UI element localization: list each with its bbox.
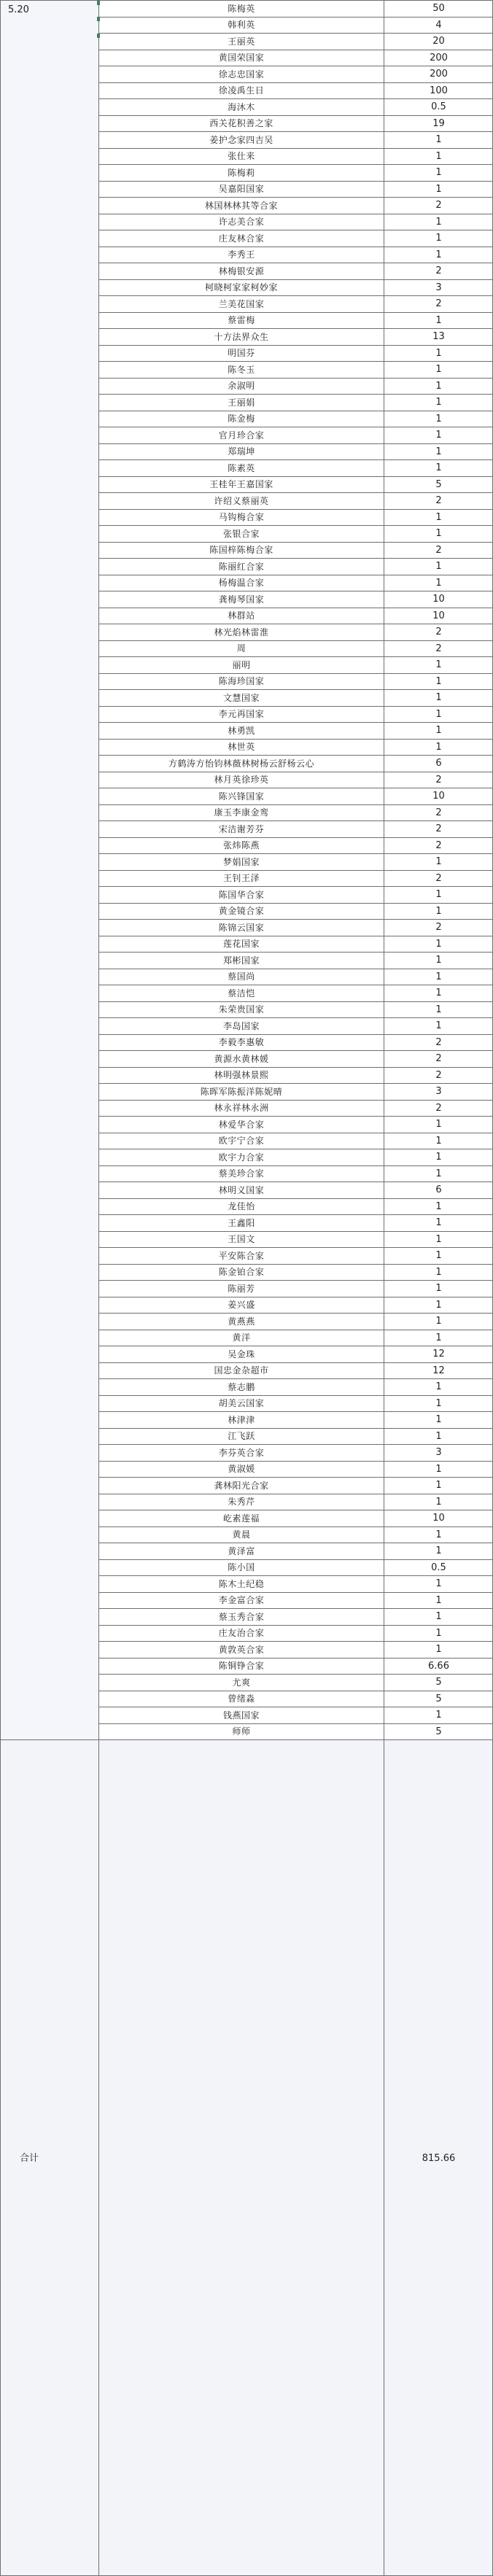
donor-name-cell[interactable]: 胡美云国家 <box>98 1395 384 1412</box>
amount-cell[interactable]: 1 <box>384 1378 493 1395</box>
donor-name-cell[interactable]: 林梅银安源 <box>98 263 384 279</box>
amount-cell[interactable]: 1 <box>384 230 493 247</box>
amount-cell[interactable]: 3 <box>384 279 493 296</box>
donor-name-cell[interactable]: 王国文 <box>98 1231 384 1248</box>
donor-name-cell[interactable]: 王丽英 <box>98 33 384 50</box>
amount-cell[interactable]: 1 <box>384 985 493 1001</box>
donor-name-cell[interactable]: 黄泽富 <box>98 1543 384 1559</box>
donor-name-cell[interactable]: 郑瑞坤 <box>98 443 384 460</box>
amount-cell[interactable]: 5 <box>384 476 493 493</box>
amount-cell[interactable]: 2 <box>384 1067 493 1084</box>
donor-name-cell[interactable]: 柯晓柯家家柯妙家 <box>98 279 384 296</box>
donor-name-cell[interactable]: 周 <box>98 640 384 657</box>
donor-name-cell[interactable]: 陈梅莉 <box>98 164 384 181</box>
donor-name-cell[interactable]: 陈金铂合家 <box>98 1264 384 1281</box>
donor-name-cell[interactable]: 王鑫阳 <box>98 1214 384 1231</box>
donor-name-cell[interactable]: 李岛国家 <box>98 1017 384 1034</box>
donor-name-cell[interactable]: 林明强林景熙 <box>98 1067 384 1084</box>
amount-cell[interactable]: 2 <box>384 1034 493 1051</box>
amount-cell[interactable]: 1 <box>384 164 493 181</box>
amount-cell[interactable]: 1 <box>384 1297 493 1314</box>
donor-name-cell[interactable]: 蔡雷梅 <box>98 312 384 329</box>
amount-cell[interactable]: 1 <box>384 1707 493 1723</box>
donor-name-cell[interactable]: 陈铜铮合家 <box>98 1658 384 1675</box>
donor-name-cell[interactable]: 黄敦英合家 <box>98 1641 384 1658</box>
donor-name-cell[interactable]: 林勇凯 <box>98 722 384 739</box>
amount-cell[interactable]: 19 <box>384 115 493 132</box>
donor-name-cell[interactable]: 蔡志鹏 <box>98 1378 384 1395</box>
donor-name-cell[interactable]: 郑彬国家 <box>98 952 384 969</box>
donor-name-cell[interactable]: 马钩梅合家 <box>98 509 384 526</box>
donor-name-cell[interactable]: 黄洋 <box>98 1330 384 1346</box>
amount-cell[interactable]: 100 <box>384 82 493 99</box>
donor-name-cell[interactable]: 陈丽芳 <box>98 1280 384 1297</box>
amount-cell[interactable]: 1 <box>384 443 493 460</box>
amount-cell[interactable]: 1 <box>384 361 493 378</box>
amount-cell[interactable]: 1 <box>384 1133 493 1149</box>
donor-name-cell[interactable]: 尤爽 <box>98 1674 384 1691</box>
donor-name-cell[interactable]: 陈晖军陈振洋陈妮晴 <box>98 1083 384 1100</box>
amount-cell[interactable]: 1 <box>384 1395 493 1412</box>
donor-name-cell[interactable]: 林永祥林永洲 <box>98 1100 384 1117</box>
amount-cell[interactable]: 2 <box>384 263 493 279</box>
amount-cell[interactable]: 1 <box>384 706 493 723</box>
donor-name-cell[interactable]: 庄友治合家 <box>98 1625 384 1642</box>
donor-name-cell[interactable]: 陈金梅 <box>98 411 384 427</box>
amount-cell[interactable]: 6 <box>384 1182 493 1198</box>
amount-cell[interactable]: 1 <box>384 345 493 362</box>
date-cell[interactable]: 5.20 <box>0 0 98 1739</box>
amount-cell[interactable]: 1 <box>384 1247 493 1264</box>
amount-cell[interactable]: 1 <box>384 1017 493 1034</box>
amount-cell[interactable]: 1 <box>384 903 493 920</box>
donor-name-cell[interactable]: 林国林林其等合家 <box>98 197 384 214</box>
amount-cell[interactable]: 1 <box>384 1608 493 1625</box>
donor-name-cell[interactable]: 欧宇宁合家 <box>98 1133 384 1149</box>
donor-name-cell[interactable]: 林世英 <box>98 739 384 756</box>
amount-cell[interactable]: 1 <box>384 1214 493 1231</box>
donor-name-cell[interactable]: 龚林阳光合家 <box>98 1477 384 1494</box>
amount-cell[interactable]: 10 <box>384 788 493 804</box>
amount-cell[interactable]: 1 <box>384 1280 493 1297</box>
amount-cell[interactable]: 0.5 <box>384 1559 493 1576</box>
donor-name-cell[interactable]: 李毅李惠敏 <box>98 1034 384 1051</box>
donor-name-cell[interactable]: 徐志忠国家 <box>98 66 384 82</box>
amount-cell[interactable]: 2 <box>384 640 493 657</box>
donor-name-cell[interactable]: 许绍义蔡丽英 <box>98 492 384 509</box>
donor-name-cell[interactable]: 陈梅英 <box>98 0 384 17</box>
amount-cell[interactable]: 1 <box>384 936 493 953</box>
donor-name-cell[interactable]: 海沐木 <box>98 98 384 115</box>
donor-name-cell[interactable]: 师师 <box>98 1723 384 1740</box>
donor-name-cell[interactable]: 林明义国家 <box>98 1182 384 1198</box>
amount-cell[interactable]: 1 <box>384 378 493 395</box>
cell-marker-1 <box>97 17 100 21</box>
donor-name-cell[interactable]: 明国芬 <box>98 345 384 362</box>
donor-name-cell[interactable]: 林光焰林雷淮 <box>98 624 384 640</box>
amount-cell[interactable]: 1 <box>384 459 493 476</box>
amount-cell[interactable]: 1 <box>384 1231 493 1248</box>
amount-cell[interactable]: 1 <box>384 1526 493 1543</box>
total-label-cell[interactable]: 合计 <box>0 1739 98 2576</box>
total-blank-cell[interactable] <box>98 1739 384 2576</box>
amount-cell[interactable]: 2 <box>384 820 493 837</box>
amount-cell[interactable]: 1 <box>384 181 493 198</box>
donor-name-cell[interactable]: 平安陈合家 <box>98 1247 384 1264</box>
donor-name-cell[interactable]: 李芬英合家 <box>98 1444 384 1461</box>
donor-name-cell[interactable]: 李元再国家 <box>98 706 384 723</box>
amount-cell[interactable]: 1 <box>384 1264 493 1281</box>
amount-cell[interactable]: 10 <box>384 1510 493 1526</box>
donor-name-cell[interactable]: 陈冬玉 <box>98 361 384 378</box>
donor-name-cell[interactable]: 徐凌禹生日 <box>98 82 384 99</box>
amount-cell[interactable]: 2 <box>384 197 493 214</box>
donor-name-cell[interactable]: 张银合家 <box>98 525 384 542</box>
amount-cell[interactable]: 1 <box>384 1165 493 1182</box>
donor-name-cell[interactable]: 宋洁谢芳芬 <box>98 820 384 837</box>
donor-name-cell[interactable]: 陈兴锋国家 <box>98 788 384 804</box>
cell-marker-0 <box>97 1 100 5</box>
amount-cell[interactable]: 2 <box>384 837 493 854</box>
donor-name-cell[interactable]: 蔡洁恺 <box>98 985 384 1001</box>
donor-name-cell[interactable]: 梦娟国家 <box>98 853 384 870</box>
donor-name-cell[interactable]: 莲花国家 <box>98 936 384 953</box>
donor-name-cell[interactable]: 钱燕国家 <box>98 1707 384 1723</box>
amount-cell[interactable]: 13 <box>384 328 493 345</box>
amount-cell[interactable]: 1 <box>384 656 493 673</box>
amount-cell[interactable]: 5 <box>384 1674 493 1691</box>
donor-name-cell[interactable]: 李秀王 <box>98 247 384 263</box>
amount-cell[interactable]: 1 <box>384 1001 493 1018</box>
amount-cell[interactable]: 5 <box>384 1691 493 1707</box>
amount-cell[interactable]: 200 <box>384 50 493 66</box>
amount-cell[interactable]: 1 <box>384 131 493 148</box>
donor-name-cell[interactable]: 龚梅琴国家 <box>98 591 384 608</box>
donor-name-cell[interactable]: 黄淑媛 <box>98 1461 384 1478</box>
donor-name-cell[interactable]: 陈小国 <box>98 1559 384 1576</box>
amount-cell[interactable]: 2 <box>384 295 493 312</box>
amount-cell[interactable]: 1 <box>384 1198 493 1215</box>
donor-name-cell[interactable]: 王桂年王嘉国家 <box>98 476 384 493</box>
amount-cell[interactable]: 200 <box>384 66 493 82</box>
amount-cell[interactable]: 1 <box>384 722 493 739</box>
donor-name-cell[interactable]: 黄燕燕 <box>98 1313 384 1330</box>
donor-name-cell[interactable]: 曾绪淼 <box>98 1691 384 1707</box>
amount-cell[interactable]: 1 <box>384 1477 493 1494</box>
amount-cell[interactable]: 2 <box>384 870 493 887</box>
donor-name-cell[interactable]: 朱荣贵国家 <box>98 1001 384 1018</box>
donor-name-cell[interactable]: 林月英徐珍英 <box>98 772 384 788</box>
donor-name-cell[interactable]: 黄金镜合家 <box>98 903 384 920</box>
amount-cell[interactable]: 1 <box>384 1592 493 1609</box>
amount-cell[interactable]: 1 <box>384 509 493 526</box>
donor-name-cell[interactable]: 国忠金杂超市 <box>98 1362 384 1379</box>
amount-cell[interactable]: 4 <box>384 17 493 34</box>
donor-name-cell[interactable]: 林津津 <box>98 1411 384 1428</box>
amount-cell[interactable]: 1 <box>384 312 493 329</box>
amount-cell[interactable]: 3 <box>384 1083 493 1100</box>
amount-cell[interactable]: 2 <box>384 804 493 821</box>
amount-cell[interactable]: 12 <box>384 1362 493 1379</box>
amount-cell[interactable]: 1 <box>384 1461 493 1478</box>
donor-name-cell[interactable]: 黄国荣国家 <box>98 50 384 66</box>
donor-name-cell[interactable]: 姜兴盛 <box>98 1297 384 1314</box>
amount-cell[interactable]: 1 <box>384 394 493 411</box>
donor-name-cell[interactable]: 十方法界众生 <box>98 328 384 345</box>
amount-cell[interactable]: 0.5 <box>384 98 493 115</box>
amount-cell[interactable]: 3 <box>384 1444 493 1461</box>
amount-cell[interactable]: 1 <box>384 952 493 969</box>
amount-cell[interactable]: 1 <box>384 1330 493 1346</box>
amount-cell[interactable]: 12 <box>384 1346 493 1362</box>
donor-name-cell[interactable]: 蔡玉秀合家 <box>98 1608 384 1625</box>
donor-name-cell[interactable]: 陈木土纪稳 <box>98 1575 384 1592</box>
donor-name-cell[interactable]: 方鹤涛方怡钧林薇林树杨云舒杨云心 <box>98 755 384 772</box>
donor-name-cell[interactable]: 王丽娟 <box>98 394 384 411</box>
amount-cell[interactable]: 1 <box>384 411 493 427</box>
total-amount-cell[interactable]: 815.66 <box>384 1739 493 2576</box>
donor-name-cell[interactable]: 蔡美珍合家 <box>98 1165 384 1182</box>
amount-cell[interactable]: 1 <box>384 1428 493 1445</box>
amount-cell[interactable]: 10 <box>384 591 493 608</box>
amount-cell[interactable]: 1 <box>384 1313 493 1330</box>
cell-marker-2 <box>97 34 100 38</box>
donor-name-cell[interactable]: 王钊王泽 <box>98 870 384 887</box>
donor-name-cell[interactable]: 林群站 <box>98 608 384 624</box>
donor-name-cell[interactable]: 龙佳怡 <box>98 1198 384 1215</box>
amount-cell[interactable]: 1 <box>384 247 493 263</box>
amount-cell[interactable]: 1 <box>384 673 493 690</box>
donor-name-cell[interactable]: 陈丽红合家 <box>98 558 384 575</box>
donor-name-cell[interactable]: 张仕来 <box>98 148 384 165</box>
amount-cell[interactable]: 1 <box>384 1641 493 1658</box>
donor-name-cell[interactable]: 陈素英 <box>98 459 384 476</box>
amount-cell[interactable]: 1 <box>384 969 493 985</box>
amount-cell[interactable]: 1 <box>384 853 493 870</box>
amount-cell[interactable]: 2 <box>384 542 493 559</box>
amount-cell[interactable]: 1 <box>384 525 493 542</box>
donor-name-cell[interactable]: 陈海珍国家 <box>98 673 384 690</box>
donor-name-cell[interactable]: 李金富合家 <box>98 1592 384 1609</box>
donor-name-cell[interactable]: 黄晨 <box>98 1526 384 1543</box>
donor-name-cell[interactable]: 杨梅温合家 <box>98 575 384 591</box>
amount-cell[interactable]: 2 <box>384 772 493 788</box>
donor-name-cell[interactable]: 蔡国尚 <box>98 969 384 985</box>
amount-cell[interactable]: 1 <box>384 739 493 756</box>
amount-cell[interactable]: 2 <box>384 624 493 640</box>
donor-name-cell[interactable]: 姜护念家四吉吴 <box>98 131 384 148</box>
donor-name-cell[interactable]: 朱秀芹 <box>98 1494 384 1510</box>
amount-cell[interactable]: 1 <box>384 214 493 230</box>
amount-cell[interactable]: 2 <box>384 492 493 509</box>
donor-name-cell[interactable]: 庄友林合家 <box>98 230 384 247</box>
donor-name-cell[interactable]: 康玉李康金鸾 <box>98 804 384 821</box>
donor-name-cell[interactable]: 张炜陈燕 <box>98 837 384 854</box>
donor-name-cell[interactable]: 文慧国家 <box>98 689 384 706</box>
donor-name-cell[interactable]: 官月珍合家 <box>98 427 384 443</box>
amount-cell[interactable]: 5 <box>384 1723 493 1740</box>
donor-name-cell[interactable]: 欧宇力合家 <box>98 1149 384 1165</box>
amount-cell[interactable]: 1 <box>384 148 493 165</box>
amount-cell[interactable]: 6.66 <box>384 1658 493 1675</box>
donor-name-cell[interactable]: 江飞跃 <box>98 1428 384 1445</box>
amount-cell[interactable]: 1 <box>384 1543 493 1559</box>
amount-cell[interactable]: 1 <box>384 427 493 443</box>
donor-name-cell[interactable]: 韩利英 <box>98 17 384 34</box>
amount-cell[interactable]: 1 <box>384 1411 493 1428</box>
donor-name-cell[interactable]: 林爱华合家 <box>98 1116 384 1133</box>
amount-cell[interactable]: 2 <box>384 1050 493 1067</box>
amount-cell[interactable]: 1 <box>384 1625 493 1642</box>
amount-cell[interactable]: 1 <box>384 575 493 591</box>
amount-cell[interactable]: 1 <box>384 1575 493 1592</box>
donor-name-cell[interactable]: 陈国梓陈梅合家 <box>98 542 384 559</box>
amount-cell[interactable]: 20 <box>384 33 493 50</box>
amount-cell[interactable]: 2 <box>384 919 493 936</box>
donor-name-cell[interactable]: 兰美花国家 <box>98 295 384 312</box>
amount-cell[interactable]: 1 <box>384 1116 493 1133</box>
donor-name-cell[interactable]: 黄源水黄林媛 <box>98 1050 384 1067</box>
donor-name-cell[interactable]: 吴金珠 <box>98 1346 384 1362</box>
amount-cell[interactable]: 2 <box>384 1100 493 1117</box>
amount-cell[interactable]: 1 <box>384 886 493 903</box>
donor-name-cell[interactable]: 陈锦云国家 <box>98 919 384 936</box>
amount-cell[interactable]: 1 <box>384 689 493 706</box>
donor-name-cell[interactable]: 陈国华合家 <box>98 886 384 903</box>
donor-name-cell[interactable]: 许志美合家 <box>98 214 384 230</box>
donor-name-cell[interactable]: 西关花积善之家 <box>98 115 384 132</box>
amount-cell[interactable]: 10 <box>384 608 493 624</box>
donor-name-cell[interactable]: 屹素莲福 <box>98 1510 384 1526</box>
amount-cell[interactable]: 1 <box>384 1494 493 1510</box>
donor-name-cell[interactable]: 余淑明 <box>98 378 384 395</box>
donor-name-cell[interactable]: 丽明 <box>98 656 384 673</box>
donor-name-cell[interactable]: 吴嘉阳国家 <box>98 181 384 198</box>
amount-cell[interactable]: 6 <box>384 755 493 772</box>
amount-cell[interactable]: 50 <box>384 0 493 17</box>
amount-cell[interactable]: 1 <box>384 558 493 575</box>
amount-cell[interactable]: 1 <box>384 1149 493 1165</box>
